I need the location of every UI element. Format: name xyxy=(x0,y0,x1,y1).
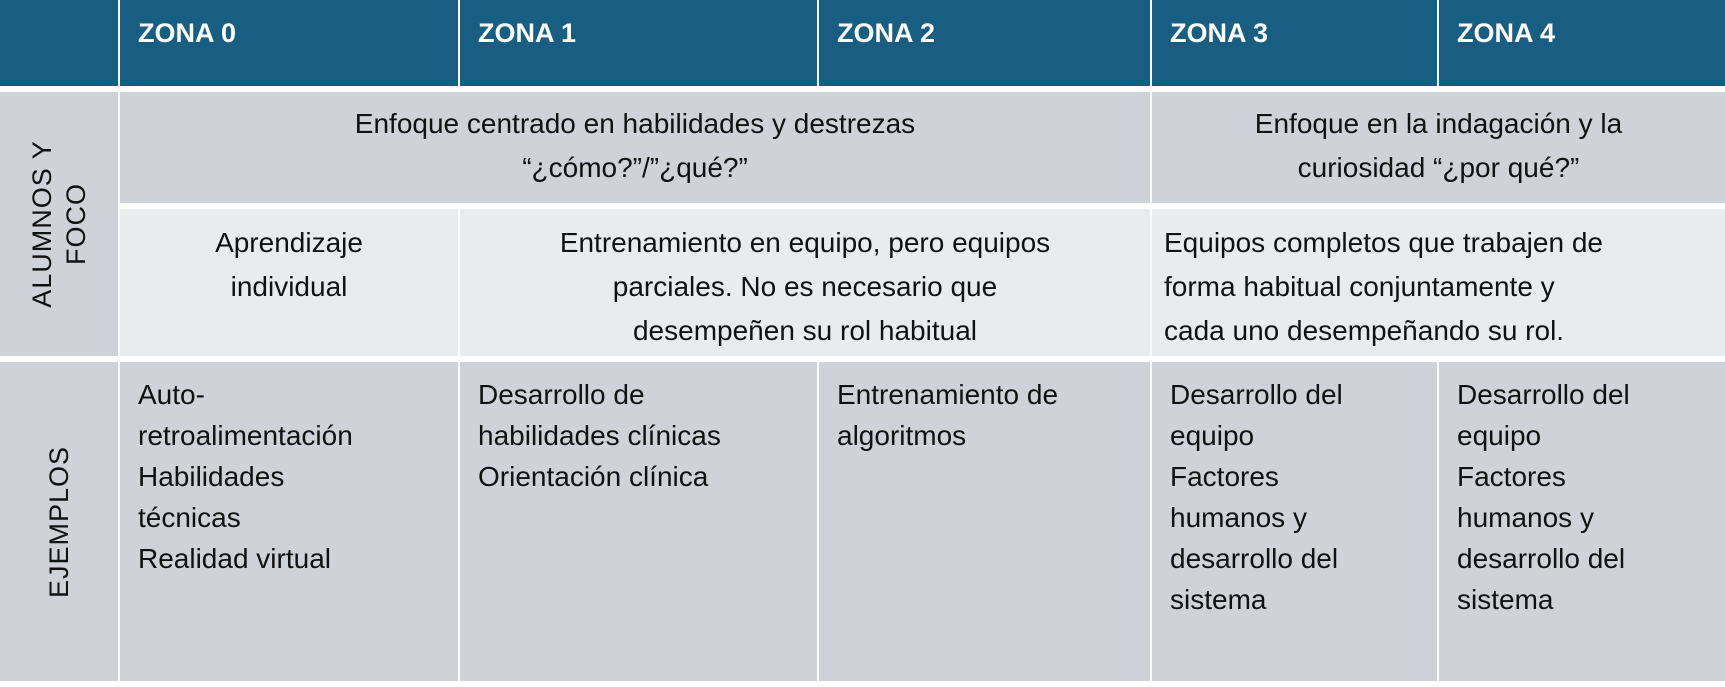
examples-zona-0: Auto- retroalimentación Habilidades técnicas Realidad virtual xyxy=(120,362,460,681)
header-zona-1: ZONA 1 xyxy=(460,0,819,86)
learning-individual-cell: Aprendizaje individual xyxy=(120,209,460,356)
header-corner xyxy=(0,0,120,86)
row-label-ejemplos-text: EJEMPLOS xyxy=(44,445,75,598)
learning-team-partial-cell: Entrenamiento en equipo, pero equipos parciales. No es necesario que desempeñen su rol habitual xyxy=(460,209,1152,356)
learning-team-full-cell: Equipos completos que trabajen de forma habitual conjuntamente y cada uno desempeñando su rol. xyxy=(1152,209,1725,356)
header-zona-3: ZONA 3 xyxy=(1152,0,1439,86)
header-zona-0: ZONA 0 xyxy=(120,0,460,86)
row-label-ejemplos xyxy=(0,362,120,681)
examples-zona-3: Desarrollo del equipo Factores humanos y desarrollo del sistema xyxy=(1152,362,1439,681)
header-zona-2: ZONA 2 xyxy=(819,0,1152,86)
examples-zona-1: Desarrollo de habilidades clínicas Orientación clínica xyxy=(460,362,819,681)
examples-zona-4: Desarrollo del equipo Factores humanos y desarrollo del sistema xyxy=(1439,362,1725,681)
focus-inquiry-cell: Enfoque en la indagación y la curiosidad “¿por qué?” xyxy=(1152,92,1725,203)
header-zona-4: ZONA 4 xyxy=(1439,0,1725,86)
examples-zona-2: Entrenamiento de algoritmos xyxy=(819,362,1152,681)
focus-skills-cell: Enfoque centrado en habilidades y destrezas “¿cómo?”/”¿qué?” xyxy=(120,92,1152,203)
row-label-alumnos-foco-text: ALUMNOS Y FOCO xyxy=(27,140,92,308)
row-label-alumnos-foco xyxy=(0,92,120,356)
